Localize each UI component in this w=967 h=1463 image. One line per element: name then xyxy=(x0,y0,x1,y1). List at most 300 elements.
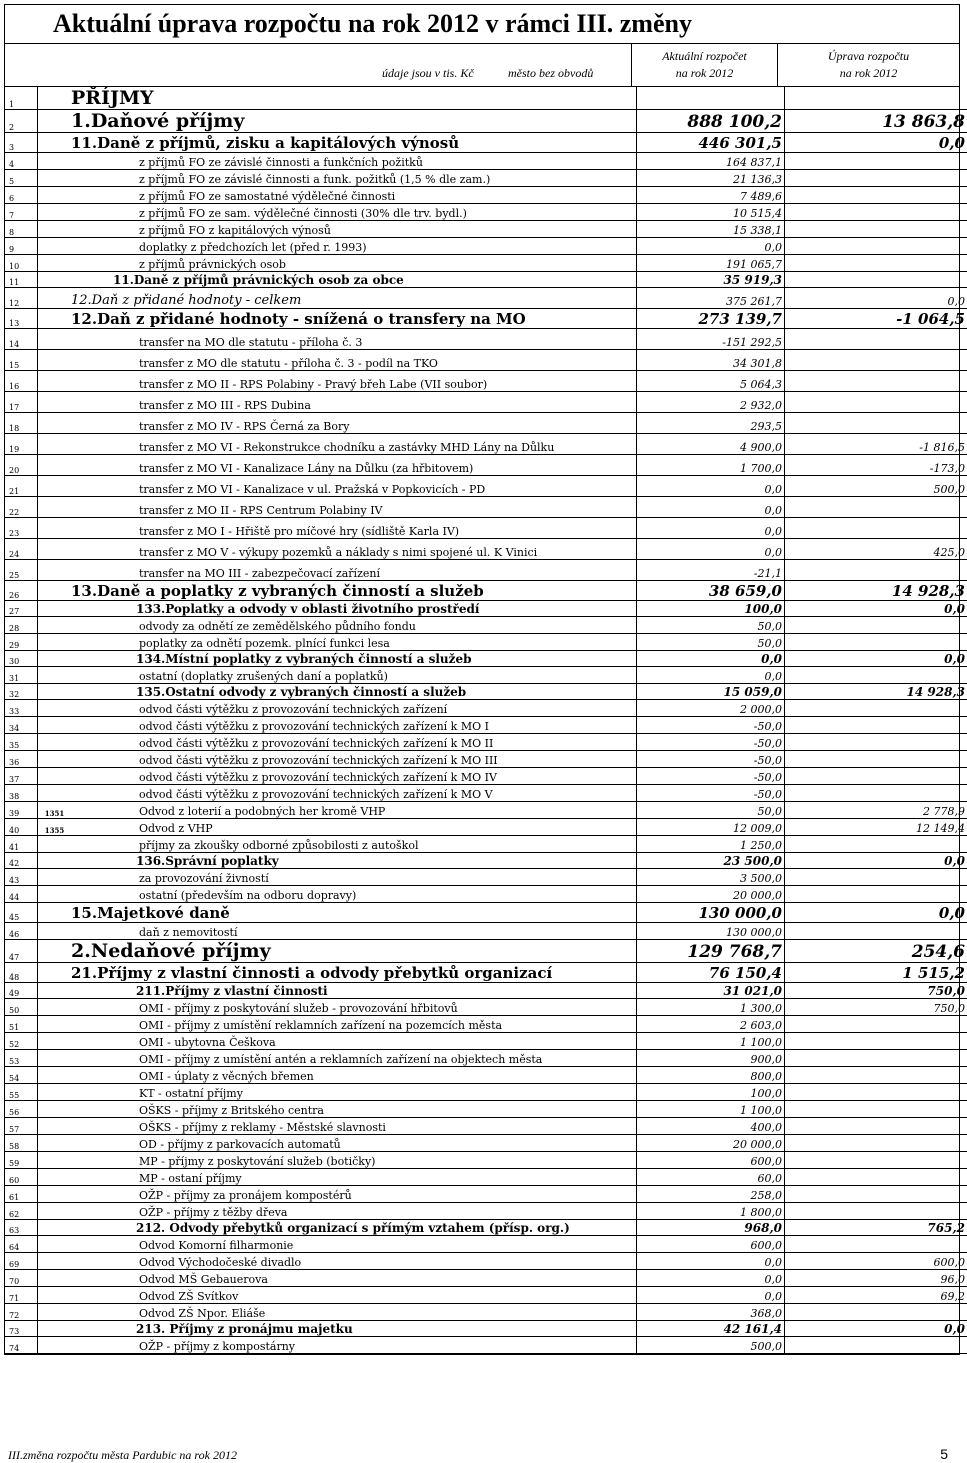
table-row xyxy=(5,539,967,560)
current-budget-value: 1 800,0 xyxy=(637,1203,785,1220)
row-number: 16 xyxy=(5,371,38,392)
budget-adjustment-value xyxy=(785,153,967,170)
row-number: 8 xyxy=(5,221,38,238)
table-row xyxy=(5,560,967,581)
row-number: 19 xyxy=(5,434,38,455)
table-row xyxy=(5,329,967,350)
current-budget-value: 35 919,3 xyxy=(637,272,785,288)
row-number: 27 xyxy=(5,601,38,617)
row-label: 134.Místní poplatky z vybraných činností a služeb xyxy=(136,652,472,666)
budget-adjustment-value: 0,0 xyxy=(785,853,967,869)
col1-header-line2: na rok 2012 xyxy=(675,66,734,80)
table-row xyxy=(5,272,967,288)
row-label: odvod části výtěžku z provozování technických zařízení xyxy=(139,703,448,716)
row-number: 21 xyxy=(5,476,38,497)
current-budget-value: -50,0 xyxy=(637,768,785,785)
table-row xyxy=(5,204,967,221)
current-budget-value: 130 000,0 xyxy=(637,903,785,923)
table-row xyxy=(5,1186,967,1203)
row-number: 25 xyxy=(5,560,38,581)
row-label: 11.Daně z příjmů právnických osob za obce xyxy=(113,273,404,287)
budget-adjustment-value: 425,0 xyxy=(785,539,967,560)
row-label: za provozování živností xyxy=(139,872,269,885)
table-row xyxy=(5,153,967,170)
table-row xyxy=(5,853,967,869)
item-code xyxy=(38,581,72,601)
current-budget-value: 42 161,4 xyxy=(637,1321,785,1337)
item-code xyxy=(38,1033,72,1050)
table-row xyxy=(5,1135,967,1152)
row-label: 11.Daně z příjmů, zisku a kapitálových výnosů xyxy=(71,134,460,152)
row-number: 45 xyxy=(5,903,38,923)
row-label: 1.Daňové příjmy xyxy=(71,110,245,132)
row-number: 69 xyxy=(5,1253,38,1270)
current-budget-value: 1 250,0 xyxy=(637,836,785,853)
row-label: OMI - ubytovna Češkova xyxy=(139,1036,276,1049)
current-budget-value: 10 515,4 xyxy=(637,204,785,221)
footer xyxy=(8,1448,948,1463)
current-budget-value: 191 065,7 xyxy=(637,255,785,272)
budget-adjustment-value xyxy=(785,413,967,434)
row-label: z příjmů FO ze samostatné výdělečné činnosti xyxy=(139,190,396,203)
row-number: 40 xyxy=(5,819,38,836)
row-label: transfer z MO II - RPS Polabiny - Pravý břeh Labe (VII soubor) xyxy=(139,378,488,391)
row-number: 10 xyxy=(5,255,38,272)
row-label: Odvod z loterií a podobných her kromě VHP xyxy=(139,805,386,818)
item-code xyxy=(38,133,72,153)
current-budget-value: 50,0 xyxy=(637,634,785,651)
table-row xyxy=(5,651,967,667)
row-label: z příjmů FO ze závislé činnosti a funk. požitků (1,5 % dle zam.) xyxy=(139,173,491,186)
item-code xyxy=(38,1270,72,1287)
row-number: 36 xyxy=(5,751,38,768)
row-number: 58 xyxy=(5,1135,38,1152)
row-number: 33 xyxy=(5,700,38,717)
table-row xyxy=(5,617,967,634)
row-number: 39 xyxy=(5,802,38,819)
row-number: 55 xyxy=(5,1084,38,1101)
current-budget-value: 129 768,7 xyxy=(637,940,785,963)
row-label: odvod části výtěžku z provozování technických zařízení k MO V xyxy=(139,788,493,801)
budget-adjustment-value xyxy=(785,1337,967,1354)
current-budget-value: 4 900,0 xyxy=(637,434,785,455)
col1-header-cell xyxy=(631,44,777,86)
item-code xyxy=(38,836,72,853)
row-label: OŠKS - příjmy z reklamy - Městské slavnosti xyxy=(139,1121,386,1134)
item-code xyxy=(38,539,72,560)
current-budget-value: 0,0 xyxy=(637,667,785,684)
current-budget-value: 368,0 xyxy=(637,1304,785,1321)
budget-adjustment-value: 13 863,8 xyxy=(785,110,967,133)
row-number: 48 xyxy=(5,963,38,983)
current-budget-value: 20 000,0 xyxy=(637,1135,785,1152)
table-row xyxy=(5,836,967,853)
row-number: 62 xyxy=(5,1203,38,1220)
row-label: 2.Nedaňové příjmy xyxy=(71,940,271,962)
row-number: 46 xyxy=(5,923,38,940)
item-code: 1355 xyxy=(44,826,65,835)
page-number: 5 xyxy=(940,1446,948,1462)
table-row xyxy=(5,1016,967,1033)
item-code xyxy=(38,601,72,617)
row-number: 51 xyxy=(5,1016,38,1033)
table-row xyxy=(5,903,967,923)
budget-adjustment-value xyxy=(785,836,967,853)
item-code xyxy=(38,1101,72,1118)
current-budget-value: 130 000,0 xyxy=(637,923,785,940)
row-label: z příjmů FO ze závislé činnosti a funkčních požitků xyxy=(139,156,423,169)
current-budget-value: 3 500,0 xyxy=(637,869,785,886)
budget-adjustment-value: 765,2 xyxy=(785,1220,967,1236)
item-code xyxy=(38,734,72,751)
item-code xyxy=(38,309,72,329)
row-label: Odvod ZŠ Svítkov xyxy=(139,1290,239,1303)
budget-adjustment-value xyxy=(785,187,967,204)
budget-adjustment-value xyxy=(785,768,967,785)
row-number: 38 xyxy=(5,785,38,802)
table-row xyxy=(5,717,967,734)
row-number: 20 xyxy=(5,455,38,476)
current-budget-value: 800,0 xyxy=(637,1067,785,1084)
table-row xyxy=(5,819,967,836)
row-number: 9 xyxy=(5,238,38,255)
row-label: OMI - úplaty z věcných břemen xyxy=(139,1070,314,1083)
budget-adjustment-value xyxy=(785,617,967,634)
budget-adjustment-value: -1 064,5 xyxy=(785,309,967,329)
row-label: daň z nemovitostí xyxy=(139,926,238,939)
current-budget-value: -21,1 xyxy=(637,560,785,581)
row-number: 18 xyxy=(5,413,38,434)
row-number: 32 xyxy=(5,684,38,700)
scope-note: město bez obvodů xyxy=(508,66,594,80)
row-number: 42 xyxy=(5,853,38,869)
row-number: 49 xyxy=(5,983,38,999)
table-row xyxy=(5,634,967,651)
table-row xyxy=(5,110,967,133)
item-code xyxy=(38,392,72,413)
item-code xyxy=(38,1067,72,1084)
item-code xyxy=(38,1050,72,1067)
current-budget-value: 0,0 xyxy=(637,476,785,497)
table-row xyxy=(5,1067,967,1084)
budget-adjustment-value xyxy=(785,87,967,110)
item-code xyxy=(38,684,72,700)
item-code xyxy=(38,869,72,886)
row-label: z příjmů FO z kapitálových výnosů xyxy=(139,224,331,237)
row-label: doplatky z předchozích let (před r. 1993) xyxy=(139,241,367,254)
budget-adjustment-value: -173,0 xyxy=(785,455,967,476)
budget-adjustment-value: 0,0 xyxy=(785,288,967,309)
row-number: 34 xyxy=(5,717,38,734)
current-budget-value: 0,0 xyxy=(637,1270,785,1287)
row-label: Odvod Východočeské divadlo xyxy=(139,1256,302,1269)
row-label: odvod části výtěžku z provozování technických zařízení k MO IV xyxy=(139,771,497,784)
table-row xyxy=(5,940,967,963)
current-budget-value: -50,0 xyxy=(637,751,785,768)
item-code xyxy=(38,476,72,497)
row-number: 28 xyxy=(5,617,38,634)
table-row xyxy=(5,309,967,329)
table-row xyxy=(5,1270,967,1287)
row-label: OŽP - příjmy z těžby dřeva xyxy=(139,1206,288,1219)
row-label: Odvod MŠ Gebauerova xyxy=(139,1273,268,1286)
budget-adjustment-value: 96,0 xyxy=(785,1270,967,1287)
item-code xyxy=(38,221,72,238)
item-code xyxy=(38,329,72,350)
table-row xyxy=(5,288,967,309)
item-code xyxy=(38,617,72,634)
col2-header-line1: Úprava rozpočtu xyxy=(827,49,910,63)
row-label: Odvod ZŠ Npor. Eliáše xyxy=(139,1307,266,1320)
current-budget-value: 76 150,4 xyxy=(637,963,785,983)
row-number: 23 xyxy=(5,518,38,539)
current-budget-value: -151 292,5 xyxy=(637,329,785,350)
table-row xyxy=(5,869,967,886)
budget-table xyxy=(5,87,967,1354)
row-number: 63 xyxy=(5,1220,38,1236)
item-code: 1351 xyxy=(44,809,65,818)
row-number: 71 xyxy=(5,1287,38,1304)
item-code xyxy=(38,1337,72,1354)
current-budget-value: 60,0 xyxy=(637,1169,785,1186)
budget-adjustment-value: 0,0 xyxy=(785,133,967,153)
current-budget-value: 50,0 xyxy=(637,617,785,634)
budget-adjustment-value: 254,6 xyxy=(785,940,967,963)
current-budget-value: 2 603,0 xyxy=(637,1016,785,1033)
budget-adjustment-value xyxy=(785,1101,967,1118)
table-row xyxy=(5,751,967,768)
item-code xyxy=(38,1118,72,1135)
col2-header-line2: na rok 2012 xyxy=(839,66,898,80)
current-budget-value: 34 301,8 xyxy=(637,350,785,371)
table-row xyxy=(5,371,967,392)
current-budget-value: 31 021,0 xyxy=(637,983,785,999)
item-code xyxy=(38,371,72,392)
row-label: 213. Příjmy z pronájmu majetku xyxy=(136,1322,353,1336)
row-label: odvod části výtěžku z provozování technických zařízení k MO I xyxy=(139,720,489,733)
col1-header-line1: Aktuální rozpočet xyxy=(662,49,747,63)
row-number: 2 xyxy=(5,110,38,133)
row-label: transfer z MO VI - Rekonstrukce chodníku a zastávky MHD Lány na Důlku xyxy=(139,441,555,454)
row-number: 26 xyxy=(5,581,38,601)
row-number: 73 xyxy=(5,1321,38,1337)
row-label: ostatní (především na odboru dopravy) xyxy=(139,889,357,902)
table-row xyxy=(5,734,967,751)
table-row xyxy=(5,221,967,238)
row-label: OŠKS - příjmy z Britského centra xyxy=(139,1104,324,1117)
table-row xyxy=(5,785,967,802)
row-number: 52 xyxy=(5,1033,38,1050)
table-row xyxy=(5,923,967,940)
row-label: MP - příjmy z poskytování služeb (botičky) xyxy=(139,1155,376,1168)
row-label: transfer na MO III - zabezpečovací zařízení xyxy=(139,567,380,580)
budget-adjustment-value xyxy=(785,497,967,518)
item-code xyxy=(38,1220,72,1236)
item-code xyxy=(38,785,72,802)
table-row xyxy=(5,581,967,601)
current-budget-value: 2 000,0 xyxy=(637,700,785,717)
current-budget-value: 900,0 xyxy=(637,1050,785,1067)
row-number: 3 xyxy=(5,133,38,153)
budget-adjustment-value: 12 149,4 xyxy=(785,819,967,836)
current-budget-value: 7 489,6 xyxy=(637,187,785,204)
units-note: údaje jsou v tis. Kč xyxy=(382,66,474,80)
budget-adjustment-value: 500,0 xyxy=(785,476,967,497)
row-label: 15.Majetkové daně xyxy=(71,904,230,922)
budget-adjustment-value: 1 515,2 xyxy=(785,963,967,983)
budget-adjustment-value xyxy=(785,1135,967,1152)
item-code xyxy=(38,153,72,170)
current-budget-value xyxy=(637,87,785,110)
current-budget-value: 600,0 xyxy=(637,1236,785,1253)
table-row xyxy=(5,886,967,903)
row-number: 13 xyxy=(5,309,38,329)
item-code xyxy=(38,923,72,940)
row-number: 22 xyxy=(5,497,38,518)
row-label: 21.Příjmy z vlastní činnosti a odvody přebytků organizací xyxy=(71,964,553,982)
current-budget-value: 21 136,3 xyxy=(637,170,785,187)
item-code xyxy=(38,940,72,963)
current-budget-value: 0,0 xyxy=(637,238,785,255)
item-code xyxy=(38,886,72,903)
current-budget-value: 100,0 xyxy=(637,1084,785,1101)
row-number: 57 xyxy=(5,1118,38,1135)
item-code xyxy=(38,87,72,110)
item-code xyxy=(38,903,72,923)
item-code xyxy=(38,667,72,684)
row-label: odvod části výtěžku z provozování technických zařízení k MO III xyxy=(139,754,498,767)
row-number: 12 xyxy=(5,288,38,309)
row-label: MP - ostaní příjmy xyxy=(139,1172,242,1185)
table-row xyxy=(5,999,967,1016)
row-number: 24 xyxy=(5,539,38,560)
item-code xyxy=(38,1203,72,1220)
table-row xyxy=(5,1169,967,1186)
table-row xyxy=(5,87,967,110)
row-number: 7 xyxy=(5,204,38,221)
row-label: OMI - příjmy z umístění antén a reklamních zařízení na objektech města xyxy=(139,1053,543,1066)
item-code xyxy=(38,1236,72,1253)
item-code xyxy=(38,204,72,221)
row-number: 61 xyxy=(5,1186,38,1203)
item-code xyxy=(38,999,72,1016)
current-budget-value: 23 500,0 xyxy=(637,853,785,869)
row-number: 30 xyxy=(5,651,38,667)
budget-adjustment-value xyxy=(785,734,967,751)
table-row xyxy=(5,434,967,455)
budget-adjustment-value: 2 778,9 xyxy=(785,802,967,819)
table-row xyxy=(5,684,967,700)
table-row xyxy=(5,392,967,413)
current-budget-value: -50,0 xyxy=(637,717,785,734)
row-number: 35 xyxy=(5,734,38,751)
row-label: transfer z MO II - RPS Centrum Polabiny IV xyxy=(139,504,383,517)
row-number: 31 xyxy=(5,667,38,684)
current-budget-value: 0,0 xyxy=(637,518,785,539)
item-code xyxy=(38,751,72,768)
budget-adjustment-value xyxy=(785,350,967,371)
item-code xyxy=(38,1321,72,1337)
budget-adjustment-value xyxy=(785,923,967,940)
row-number: 41 xyxy=(5,836,38,853)
row-label: OMI - příjmy z umístění reklamních zařízení na pozemcích města xyxy=(139,1019,503,1032)
row-label: KT - ostatní příjmy xyxy=(139,1087,243,1100)
budget-adjustment-value xyxy=(785,371,967,392)
row-number: 56 xyxy=(5,1101,38,1118)
current-budget-value: 968,0 xyxy=(637,1220,785,1236)
row-label: transfer z MO VI - Kanalizace v ul. Pražská v Popkovicích - PD xyxy=(139,483,486,496)
current-budget-value: 1 100,0 xyxy=(637,1101,785,1118)
table-row xyxy=(5,1321,967,1337)
item-code xyxy=(38,717,72,734)
budget-adjustment-value xyxy=(785,255,967,272)
current-budget-value: 1 300,0 xyxy=(637,999,785,1016)
row-number: 64 xyxy=(5,1236,38,1253)
table-row xyxy=(5,1220,967,1236)
current-budget-value: 1 700,0 xyxy=(637,455,785,476)
table-row xyxy=(5,1253,967,1270)
budget-adjustment-value xyxy=(785,1203,967,1220)
row-label: z příjmů právnických osob xyxy=(139,258,286,271)
row-label: odvod části výtěžku z provozování technických zařízení k MO II xyxy=(139,737,494,750)
item-code xyxy=(38,560,72,581)
item-code xyxy=(38,288,72,309)
current-budget-value: -50,0 xyxy=(637,785,785,802)
budget-adjustment-value: 0,0 xyxy=(785,903,967,923)
budget-adjustment-value xyxy=(785,1016,967,1033)
table-row xyxy=(5,170,967,187)
table-row xyxy=(5,350,967,371)
row-label: 212. Odvody přebytků organizací s přímým vztahem (přísp. org.) xyxy=(136,1221,570,1235)
current-budget-value: 400,0 xyxy=(637,1118,785,1135)
budget-adjustment-value xyxy=(785,667,967,684)
current-budget-value: 20 000,0 xyxy=(637,886,785,903)
col2-header-cell xyxy=(777,44,959,86)
row-number: 72 xyxy=(5,1304,38,1321)
table-row xyxy=(5,255,967,272)
item-code xyxy=(38,983,72,999)
table-row xyxy=(5,1236,967,1253)
current-budget-value: 164 837,1 xyxy=(637,153,785,170)
row-number: 50 xyxy=(5,999,38,1016)
table-row xyxy=(5,983,967,999)
table-row xyxy=(5,1118,967,1135)
table-row xyxy=(5,187,967,204)
current-budget-value: 258,0 xyxy=(637,1186,785,1203)
table-row xyxy=(5,133,967,153)
table-row xyxy=(5,601,967,617)
column-header xyxy=(5,44,959,87)
item-code xyxy=(38,651,72,667)
table-row xyxy=(5,802,967,819)
current-budget-value: 15 059,0 xyxy=(637,684,785,700)
table-row xyxy=(5,1101,967,1118)
budget-sheet xyxy=(4,4,965,1355)
item-code xyxy=(38,700,72,717)
row-label: 13.Daně a poplatky z vybraných činností a služeb xyxy=(71,582,484,600)
current-budget-value: 0,0 xyxy=(637,539,785,560)
budget-adjustment-value xyxy=(785,238,967,255)
item-code xyxy=(38,187,72,204)
item-code xyxy=(38,110,72,133)
budget-adjustment-value: 0,0 xyxy=(785,1321,967,1337)
item-code xyxy=(38,350,72,371)
page-title: Aktuální úprava rozpočtu na rok 2012 v rámci III. změny xyxy=(5,5,959,44)
current-budget-value: 0,0 xyxy=(637,1287,785,1304)
row-number: 29 xyxy=(5,634,38,651)
row-number: 5 xyxy=(5,170,38,187)
current-budget-value: 500,0 xyxy=(637,1337,785,1354)
